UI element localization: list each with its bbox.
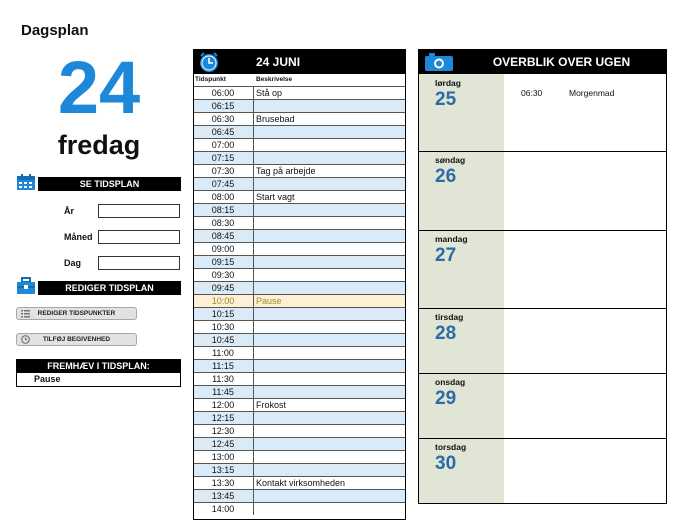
schedule-row[interactable] bbox=[194, 203, 405, 216]
current-weekday: fredag bbox=[57, 130, 141, 160]
row-time: 11:00 bbox=[212, 348, 234, 358]
schedule-row[interactable] bbox=[194, 346, 405, 359]
row-divider bbox=[253, 217, 254, 229]
schedule-row[interactable] bbox=[194, 476, 405, 489]
row-time: 12:00 bbox=[211, 400, 235, 410]
schedule-row[interactable] bbox=[194, 190, 405, 203]
day-separator bbox=[419, 230, 666, 231]
row-divider bbox=[253, 308, 254, 320]
row-divider bbox=[253, 204, 254, 216]
schedule-row[interactable] bbox=[194, 372, 405, 385]
schedule-row[interactable] bbox=[194, 151, 405, 164]
highlight-header: FREMHÆV I TIDSPLAN: bbox=[17, 360, 180, 373]
schedule-row[interactable] bbox=[194, 242, 405, 255]
row-time: 13:15 bbox=[211, 465, 235, 475]
row-time: 12:15 bbox=[211, 413, 235, 423]
set-schedule-header: SE TIDSPLAN bbox=[38, 177, 181, 191]
row-time: 10:00 bbox=[211, 296, 235, 306]
row-divider bbox=[253, 386, 254, 398]
week-day-number: 26 bbox=[435, 166, 457, 187]
schedule-row[interactable] bbox=[194, 320, 405, 333]
schedule-column-headers bbox=[194, 74, 405, 86]
event-description[interactable]: Morgenmad bbox=[569, 88, 615, 98]
day-input[interactable] bbox=[98, 256, 180, 270]
schedule-row[interactable] bbox=[194, 437, 405, 450]
week-header bbox=[419, 50, 666, 74]
row-time: 09:45 bbox=[211, 283, 235, 293]
row-divider bbox=[253, 139, 254, 151]
row-divider bbox=[253, 321, 254, 333]
row-time: 06:30 bbox=[211, 114, 235, 124]
row-time: 07:15 bbox=[211, 153, 235, 163]
row-divider bbox=[253, 347, 254, 359]
row-divider bbox=[253, 503, 254, 515]
row-divider bbox=[253, 243, 254, 255]
week-day-name: søndag bbox=[435, 155, 466, 165]
row-divider bbox=[253, 282, 254, 294]
add-event-label: TILFØJ BEGIVENHED bbox=[42, 336, 111, 343]
add-event-button[interactable] bbox=[16, 333, 137, 346]
row-time: 12:30 bbox=[211, 426, 235, 436]
list-icon bbox=[21, 309, 30, 318]
year-input[interactable] bbox=[98, 204, 180, 218]
day-separator bbox=[419, 438, 666, 439]
day-label: Dag bbox=[64, 258, 82, 268]
row-time: 07:45 bbox=[211, 179, 235, 189]
week-day-name: onsdag bbox=[435, 377, 466, 387]
week-day-number: 30 bbox=[435, 453, 457, 474]
week-day-number: 28 bbox=[435, 323, 457, 344]
alarm-clock-icon bbox=[198, 51, 220, 73]
highlight-value[interactable]: Pause bbox=[34, 374, 61, 384]
schedule-row[interactable] bbox=[194, 359, 405, 372]
month-input[interactable] bbox=[98, 230, 180, 244]
toolbox-icon bbox=[16, 277, 36, 295]
schedule-row[interactable] bbox=[194, 177, 405, 190]
row-divider bbox=[253, 360, 254, 372]
week-day-name: tirsdag bbox=[435, 312, 464, 322]
row-description[interactable]: Start vagt bbox=[256, 192, 295, 202]
week-title: OVERBLIK OVER UGEN bbox=[492, 55, 631, 69]
row-divider bbox=[253, 100, 254, 112]
row-time: 13:30 bbox=[211, 478, 235, 488]
row-divider bbox=[253, 230, 254, 242]
week-day-number: 25 bbox=[435, 89, 457, 110]
row-description[interactable]: Brusebad bbox=[256, 114, 295, 124]
schedule-row[interactable] bbox=[194, 385, 405, 398]
row-divider bbox=[253, 113, 254, 125]
current-day-number: 24 bbox=[57, 46, 141, 129]
row-divider bbox=[253, 438, 254, 450]
week-day-number: 27 bbox=[435, 245, 457, 266]
schedule-row[interactable] bbox=[194, 268, 405, 281]
row-description[interactable]: Frokost bbox=[256, 400, 287, 410]
row-description[interactable]: Kontakt virksomheden bbox=[256, 478, 346, 488]
row-time: 13:45 bbox=[211, 491, 235, 501]
row-time: 06:00 bbox=[211, 88, 235, 98]
row-divider bbox=[253, 152, 254, 164]
row-divider bbox=[253, 451, 254, 463]
row-divider bbox=[253, 256, 254, 268]
schedule-row[interactable] bbox=[194, 398, 405, 411]
row-time: 09:00 bbox=[211, 244, 235, 254]
row-description[interactable]: Stå op bbox=[256, 88, 283, 98]
schedule-row[interactable] bbox=[194, 502, 405, 515]
row-time: 08:15 bbox=[211, 205, 235, 215]
edit-schedule-header: REDIGER TIDSPLAN bbox=[38, 281, 181, 295]
schedule-row[interactable] bbox=[194, 255, 405, 268]
schedule-row[interactable] bbox=[194, 294, 405, 307]
schedule-row[interactable] bbox=[194, 164, 405, 177]
clock-icon bbox=[21, 335, 30, 344]
schedule-row[interactable] bbox=[194, 307, 405, 320]
event-time: 06:30 bbox=[521, 88, 543, 98]
row-time: 09:15 bbox=[211, 257, 235, 267]
week-day-name: lørdag bbox=[435, 78, 461, 88]
row-time: 10:45 bbox=[211, 335, 235, 345]
schedule-rows bbox=[194, 86, 405, 515]
schedule-row[interactable] bbox=[194, 489, 405, 502]
schedule-header bbox=[194, 50, 405, 74]
app-title: Dagsplan bbox=[21, 22, 89, 39]
schedule-date: 24 JUNI bbox=[256, 55, 301, 69]
schedule-row[interactable] bbox=[194, 424, 405, 437]
schedule-row[interactable] bbox=[194, 411, 405, 424]
row-time: 10:30 bbox=[211, 322, 235, 332]
row-divider bbox=[253, 412, 254, 424]
day-separator bbox=[419, 308, 666, 309]
calendar-icon bbox=[16, 173, 36, 191]
row-time: 13:00 bbox=[211, 452, 235, 462]
row-time: 06:15 bbox=[211, 101, 235, 111]
row-time: 08:45 bbox=[211, 231, 235, 241]
row-divider bbox=[253, 295, 254, 307]
row-divider bbox=[253, 399, 254, 411]
schedule-row[interactable] bbox=[194, 138, 405, 151]
month-label: Måned bbox=[64, 232, 93, 242]
schedule-row[interactable] bbox=[194, 125, 405, 138]
schedule-row[interactable] bbox=[194, 86, 405, 99]
row-time: 08:00 bbox=[211, 192, 235, 202]
description-column-header: Beskrivelse bbox=[256, 76, 293, 83]
row-time: 12:45 bbox=[211, 439, 235, 449]
schedule-row[interactable] bbox=[194, 99, 405, 112]
year-label: År bbox=[64, 206, 75, 216]
row-divider bbox=[253, 191, 254, 203]
row-divider bbox=[253, 373, 254, 385]
row-divider bbox=[253, 126, 254, 138]
schedule-row[interactable] bbox=[194, 229, 405, 242]
highlight-panel bbox=[16, 359, 181, 387]
row-divider bbox=[253, 269, 254, 281]
row-divider bbox=[253, 464, 254, 476]
row-description[interactable]: Pause bbox=[256, 296, 282, 306]
row-divider bbox=[253, 477, 254, 489]
schedule-row[interactable] bbox=[194, 281, 405, 294]
edit-times-label: REDIGER TIDSPUNKTER bbox=[37, 310, 116, 317]
row-time: 07:30 bbox=[211, 166, 235, 176]
day-separator bbox=[419, 373, 666, 374]
camera-icon bbox=[424, 52, 454, 72]
schedule-row[interactable] bbox=[194, 450, 405, 463]
week-day-column bbox=[419, 74, 504, 504]
row-time: 14:00 bbox=[211, 504, 235, 514]
row-time: 08:30 bbox=[211, 218, 235, 228]
time-column-header: Tidspunkt bbox=[195, 76, 226, 83]
schedule-row[interactable] bbox=[194, 112, 405, 125]
week-overview bbox=[418, 49, 667, 504]
row-divider bbox=[253, 334, 254, 346]
row-divider bbox=[253, 87, 254, 99]
schedule-row[interactable] bbox=[194, 333, 405, 346]
row-divider bbox=[253, 178, 254, 190]
row-description[interactable]: Tag på arbejde bbox=[256, 166, 316, 176]
row-time: 11:30 bbox=[212, 374, 234, 384]
schedule-row[interactable] bbox=[194, 463, 405, 476]
row-time: 06:45 bbox=[211, 127, 235, 137]
schedule-row[interactable] bbox=[194, 216, 405, 229]
edit-times-button[interactable] bbox=[16, 307, 137, 320]
week-day-name: torsdag bbox=[435, 442, 467, 452]
row-divider bbox=[253, 490, 254, 502]
day-separator bbox=[419, 151, 666, 152]
row-divider bbox=[253, 425, 254, 437]
row-time: 09:30 bbox=[211, 270, 235, 280]
row-time: 07:00 bbox=[211, 140, 235, 150]
week-day-name: mandag bbox=[435, 234, 468, 244]
week-day-number: 29 bbox=[435, 388, 457, 409]
day-schedule bbox=[193, 49, 406, 520]
row-divider bbox=[253, 165, 254, 177]
row-time: 10:15 bbox=[211, 309, 235, 319]
row-time: 11:45 bbox=[212, 387, 234, 397]
row-time: 11:15 bbox=[212, 361, 234, 371]
